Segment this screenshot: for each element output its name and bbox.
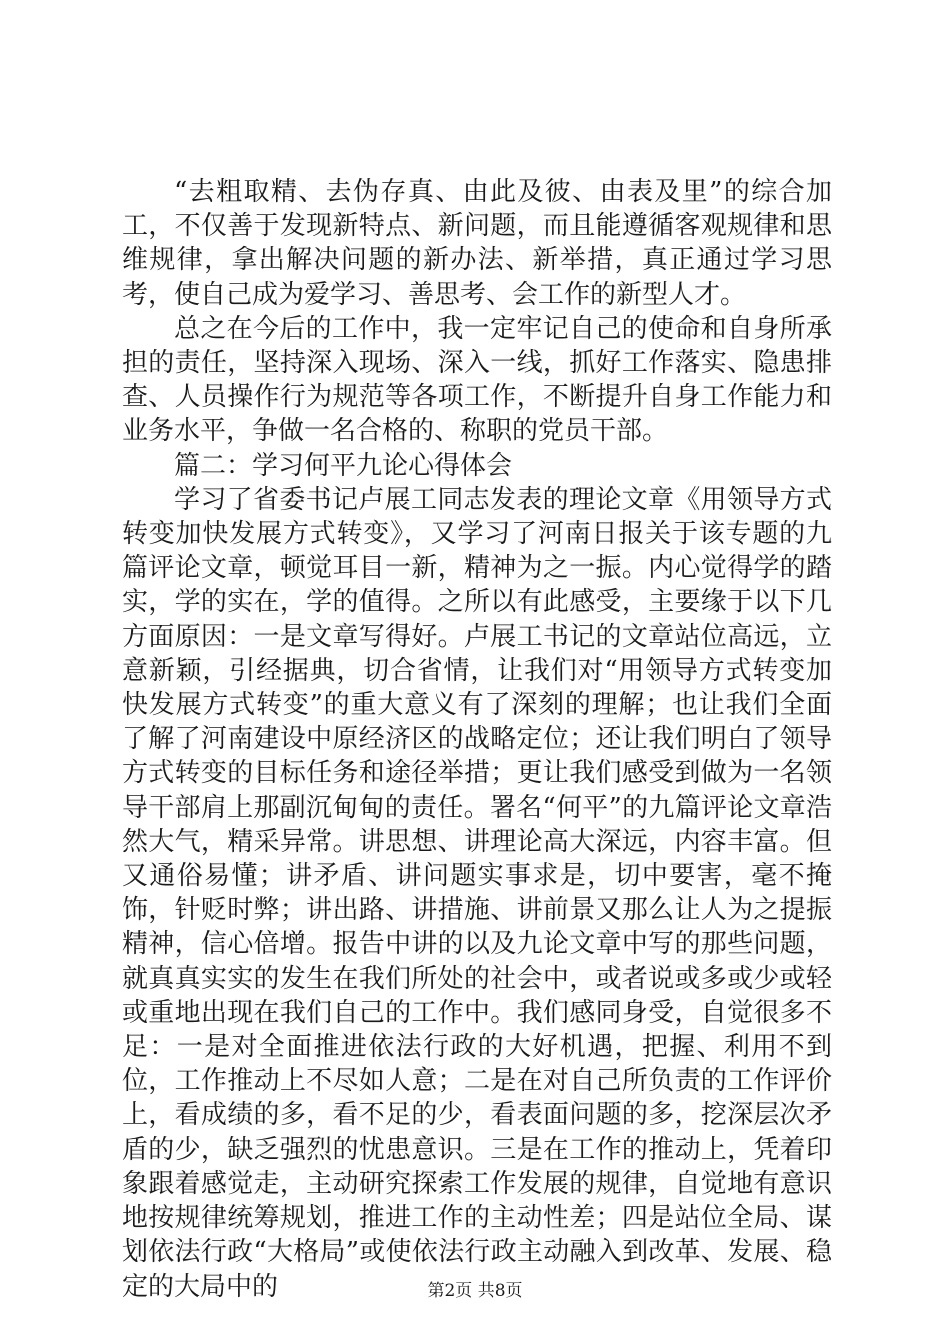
document-body — [122, 175, 832, 1304]
page-number-footer: 第2页 共8页 — [427, 1281, 523, 1301]
paragraph: “去粗取精、去伪存真、由此及彼、由表及里”的综合加工，不仅善于发现新特点、新问题，而且能遵循客观规律和思维规律，拿出解决问题的新办法、新举措，真正通过学习思考，使自己成为爱学习、善思考、会工作的新型人才。 — [122, 177, 832, 310]
section-heading: 篇二：学习何平九论心得体会 — [174, 450, 513, 481]
paragraph: 学习了省委书记卢展工同志发表的理论文章《用领导方式转变加快发展方式转变》，又学习了河南日报关于该专题的九篇评论文章，顿觉耳目一新，精神为之一振。内心觉得学的踏实，学的实在，学的值得。之所以有此感受，主要缘于以下几方面原因：一是文章写得好。卢展工书记的文章站位高远，立意新颖，引经据典，切合省情，让我们对“用领导方式转变加快发展方式转变”的重大意义有了深刻的理解；也让我们全面了解了河南建设中原经济区的战略定位；还让我们明白了领导方式转变的目标任务和途径举措；更让我们感受到做为一名领导干部肩上那副沉甸甸的责任。署名“何平”的九篇评论文章浩然大气，精采异常。讲思想、讲理论高大深远，内容丰富。但又通俗易懂；讲矛盾、讲问题实事求是，切中要害，毫不掩饰，针贬时弊；讲出路、讲措施、讲前景又那么让人为之提振精神，信心倍增。报告中讲的以及九论文章中写的那些问题，就真真实实的发生在我们所处的社会中，或者说或多或少或轻或重地出现在我们自己的工作中。我们感同身受，自觉很多不足：一是对全面推进依法行政的大好机遇，把握、利用不到位，工作推动上不尽如人意；二是在对自己所负责的工作评价上，看成绩的多，看不足的少，看表面问题的多，挖深层次矛盾的少，缺乏强烈的忧患意识。三是在工作的推动上，凭着印象跟着感觉走，主动研究探索工作发展的规律，自觉地有意识地按规律统筹规划，推进工作的主动性差；四是站位全局、谋划依法行政“大格局”或使依法行政主动融入到改革、发展、稳定的大局中的 — [122, 484, 832, 1302]
paragraph: 总之在今后的工作中，我一定牢记自己的使命和自身所承担的责任，坚持深入现场、深入一线，抓好工作落实、隐患排查、人员操作行为规范等各项工作，不断提升自身工作能力和业务水平，争做一名合格的、称职的党员干部。 — [122, 313, 832, 447]
